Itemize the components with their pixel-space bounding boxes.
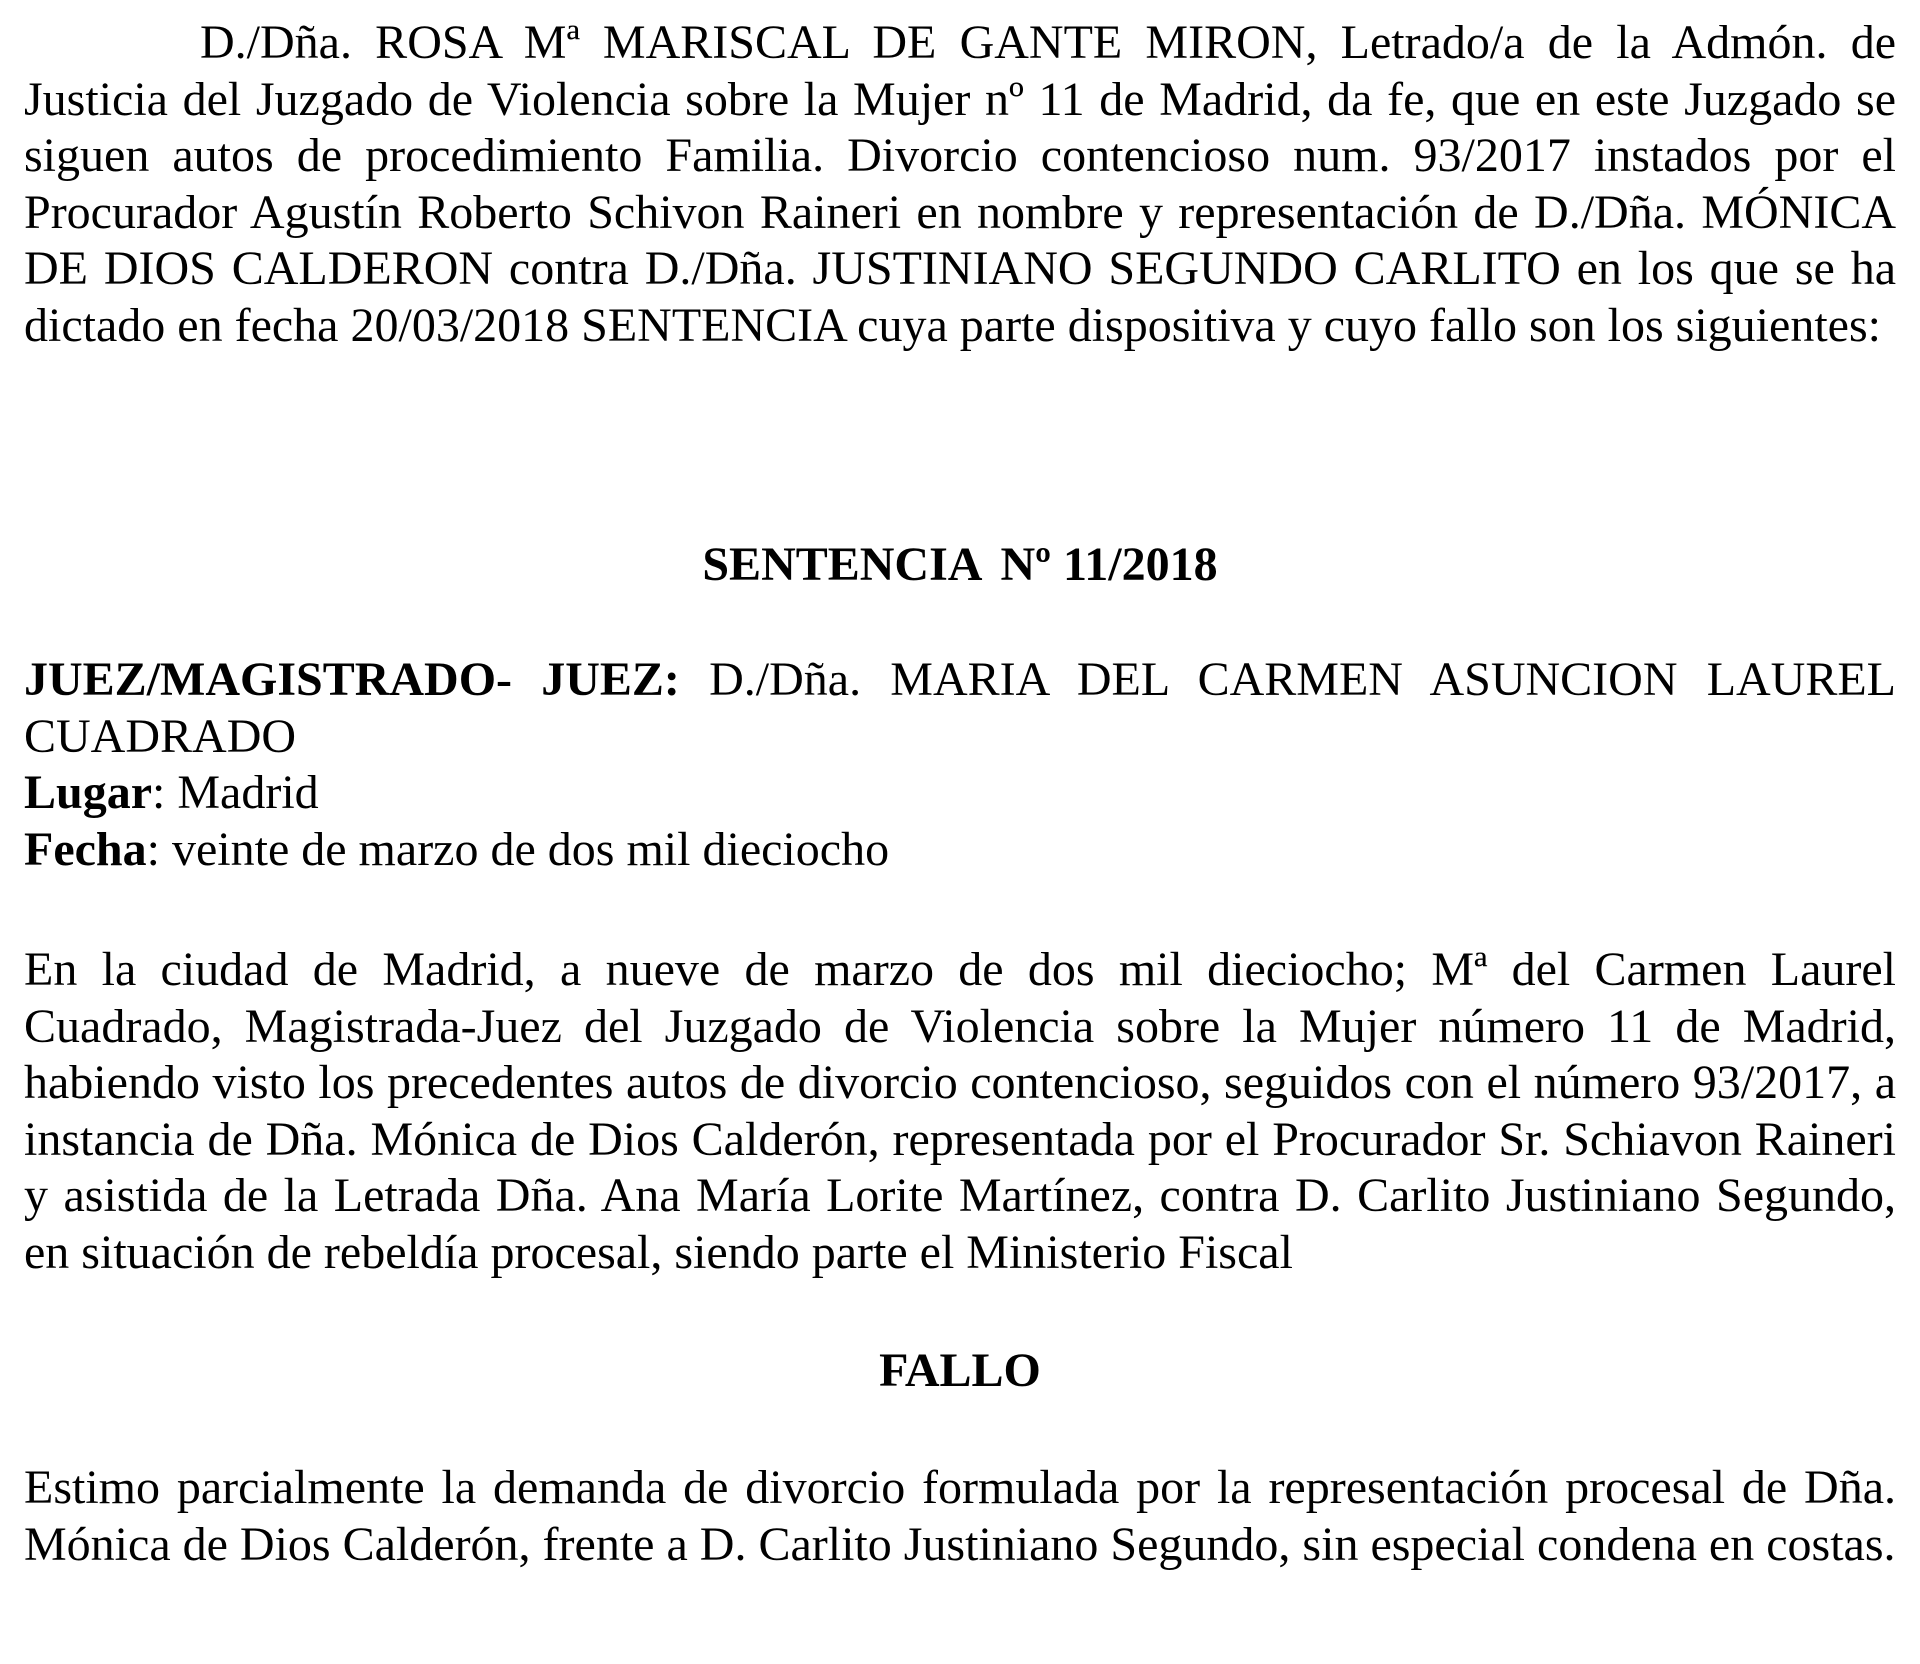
date-line: Fecha: veinte de marzo de dos mil dieciocho bbox=[24, 822, 890, 876]
intro-paragraph: D./Dña. ROSA Mª MARISCAL DE GANTE MIRON, Letrado/a de la Admón. de Justicia del Juzgado de Violencia sobre la Mujer nº 11 de Madrid, da fe, que en este Juzgado se siguen autos de procedimiento Familia. Divorcio contencioso num. 93/2017 instados por el Procurador Agustín Roberto Schivon Raineri en nombre y representación de D./Dña. MÓNICA DE DIOS CALDERON contra D./Dña. JUSTINIANO SEGUNDO CARLITO en los que se ha dictado en fecha 20/03/2018 SENTENCIA cuya parte dispositiva y cuyo fallo son los siguientes: bbox=[24, 16, 1896, 352]
place-label: Lugar bbox=[24, 766, 153, 820]
judgment-metadata bbox=[24, 652, 1896, 878]
judge-label: JUEZ/MAGISTRADO- JUEZ: bbox=[24, 653, 680, 706]
place-value: Madrid bbox=[177, 766, 319, 820]
fallo-paragraph: Estimo parcialmente la demanda de divorcio formulada por la representación procesal de Dña. Mónica de Dios Calderón, frente a D. Carlito Justiniano Segundo, sin especial condena en costas. bbox=[24, 1461, 1896, 1571]
date-label: Fecha bbox=[24, 822, 147, 876]
judge-line bbox=[24, 652, 1896, 765]
judge-value: D./Dña. MARIA DEL CARMEN ASUNCION LAUREL CUADRADO bbox=[24, 653, 1897, 763]
date-value: veinte de marzo de dos mil dieciocho bbox=[171, 822, 890, 876]
sentencia-heading-label: SENTENCIA bbox=[702, 538, 983, 591]
sentencia-heading bbox=[24, 537, 1896, 594]
fallo-heading: FALLO bbox=[879, 1344, 1041, 1397]
body-paragraph: En la ciudad de Madrid, a nueve de marzo de dos mil dieciocho; Mª del Carmen Laurel Cuadrado, Magistrada-Juez del Juzgado de Violencia sobre la Mujer número 11 de Madrid, habiendo visto los precedentes autos de divorcio contencioso, seguidos con el número 93/2017, a instancia de Dña. Mónica de Dios Calderón, representada por el Procurador Sr. Schiavon Raineri y asistida de la Letrada Dña. Ana María Lorite Martínez, contra D. Carlito Justiniano Segundo, en situación de rebeldía procesal, siendo parte el Ministerio Fiscal bbox=[24, 943, 1896, 1279]
place-line: Lugar: Madrid bbox=[24, 766, 319, 820]
sentencia-heading-number: Nº 11/2018 bbox=[1000, 538, 1218, 591]
